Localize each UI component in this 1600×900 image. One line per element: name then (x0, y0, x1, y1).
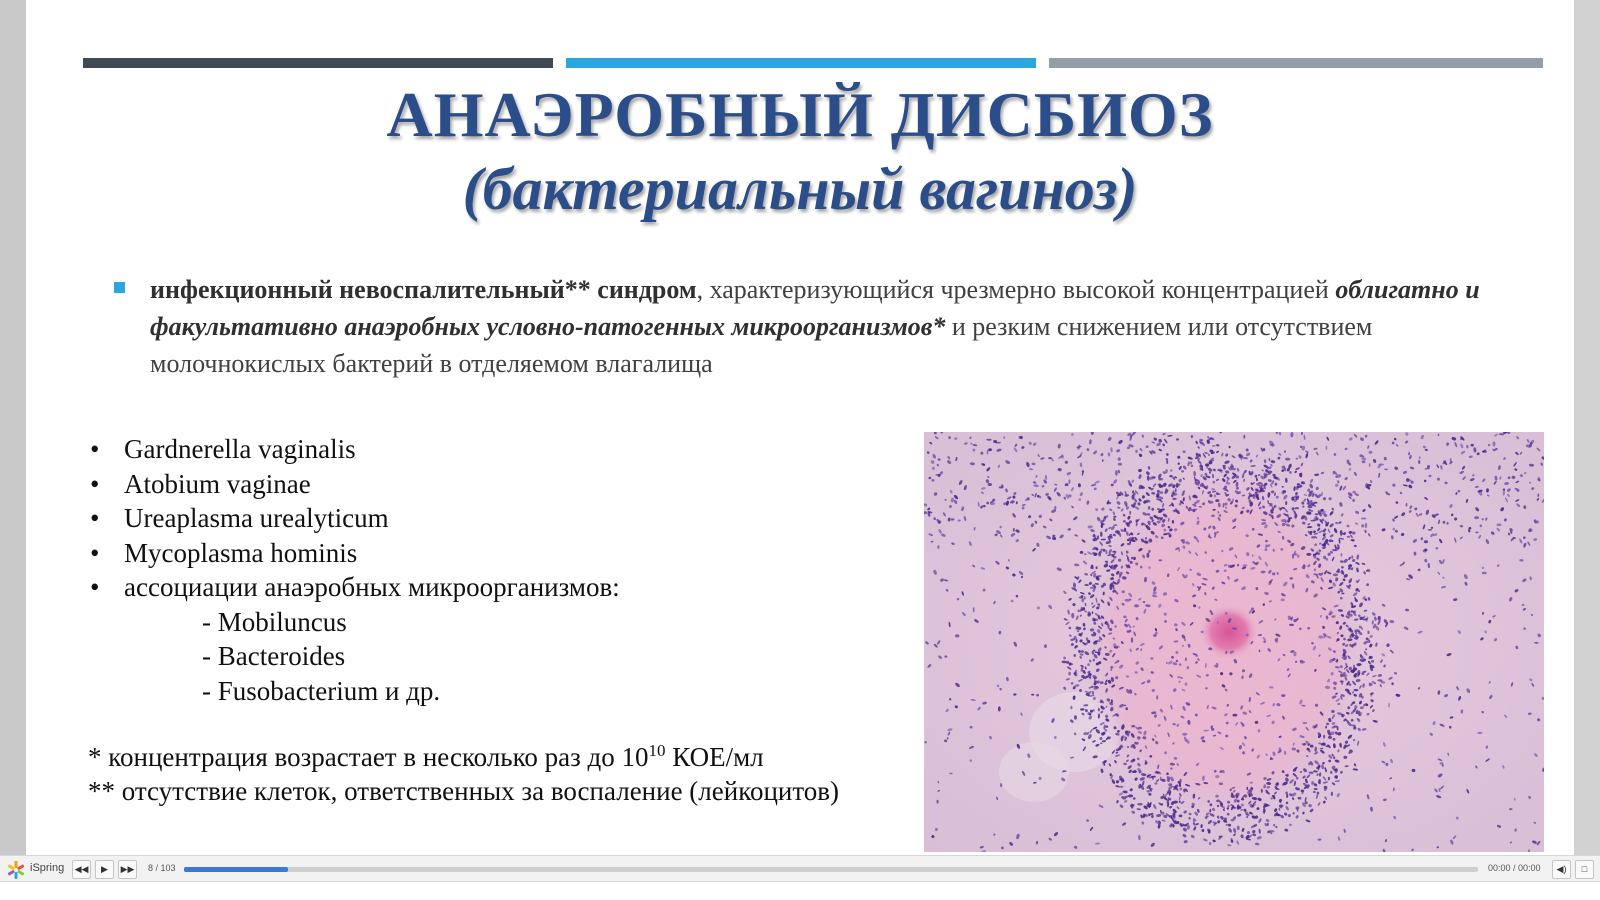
list-item: • Ureaplasma urealyticum (88, 501, 620, 536)
slide-subtitle: (бактериальный вагиноз) (462, 156, 1138, 222)
micrograph-svg (924, 432, 1544, 852)
decorative-bar-dark (83, 58, 553, 68)
decorative-bar-gray (1049, 58, 1543, 68)
footnote-1-exponent: 10 (648, 741, 666, 760)
organism-list (88, 432, 620, 708)
progress-bar[interactable] (184, 867, 1478, 872)
decorative-bar-blue (566, 58, 1036, 68)
prev-slide-icon: ◀◀ (74, 864, 89, 874)
list-item: • ассоциации анаэробных микроорганизмов: (88, 570, 620, 605)
progress-fill (184, 867, 288, 872)
volume-button[interactable] (1552, 860, 1571, 879)
slide-title: АНАЭРОБНЫЙ ДИСБИОЗ (386, 79, 1214, 150)
prev-slide-button[interactable] (72, 860, 91, 879)
micrograph-image (924, 432, 1544, 852)
list-item: • Mycoplasma hominis (88, 536, 620, 571)
slide (26, 0, 1574, 870)
definition-bold-italic: облигатно и факультативно анаэробных условно-патогенных микроорганизмов* (150, 275, 1480, 341)
list-item: • Atobium vaginae (88, 467, 620, 502)
sub-list-item: - Fusobacterium и др. (202, 675, 441, 706)
definition-text-1: , характеризующийся чрезмерно высокой концентрацией (696, 275, 1336, 304)
definition-bold: инфекционный невоспалительный** синдром (150, 275, 697, 304)
bottom-strip (0, 882, 1600, 900)
fullscreen-button[interactable] (1575, 860, 1594, 879)
sub-list-item: - Mobiluncus (202, 606, 347, 637)
next-slide-icon: ▶▶ (120, 864, 135, 874)
time-display: 00:00 / 00:00 (1488, 863, 1541, 873)
definition-text-2: и резким снижением или отсутствием молочнокислых бактерий в отделяемом влагалища (150, 312, 1373, 378)
next-slide-button[interactable] (118, 860, 137, 879)
brand-label: iSpring (30, 862, 65, 874)
list-item: • Gardnerella vaginalis (88, 432, 620, 467)
page-counter: 8 / 103 (148, 863, 176, 873)
player-toolbar (0, 855, 1600, 882)
play-button[interactable] (95, 860, 114, 879)
definition-paragraph (150, 271, 1530, 382)
volume-icon: ◀) (1556, 864, 1567, 874)
right-margin (1574, 0, 1600, 870)
play-icon: ▶ (101, 864, 108, 874)
square-bullet-icon (114, 282, 125, 293)
ispring-logo-icon (6, 860, 26, 880)
footnote-1-text: * концентрация возрастает в несколько раз до 10 (88, 742, 649, 772)
sub-list-item: - Bacteroides (202, 641, 346, 671)
footnote-leukocytes: ** отсутствие клеток, ответственных за воспаление (лейкоцитов) (88, 776, 840, 806)
footnotes (88, 740, 839, 808)
footnote-1-unit: КОЕ/мл (665, 742, 764, 772)
fullscreen-icon: □ (1581, 864, 1588, 874)
footnote-concentration (88, 740, 839, 774)
